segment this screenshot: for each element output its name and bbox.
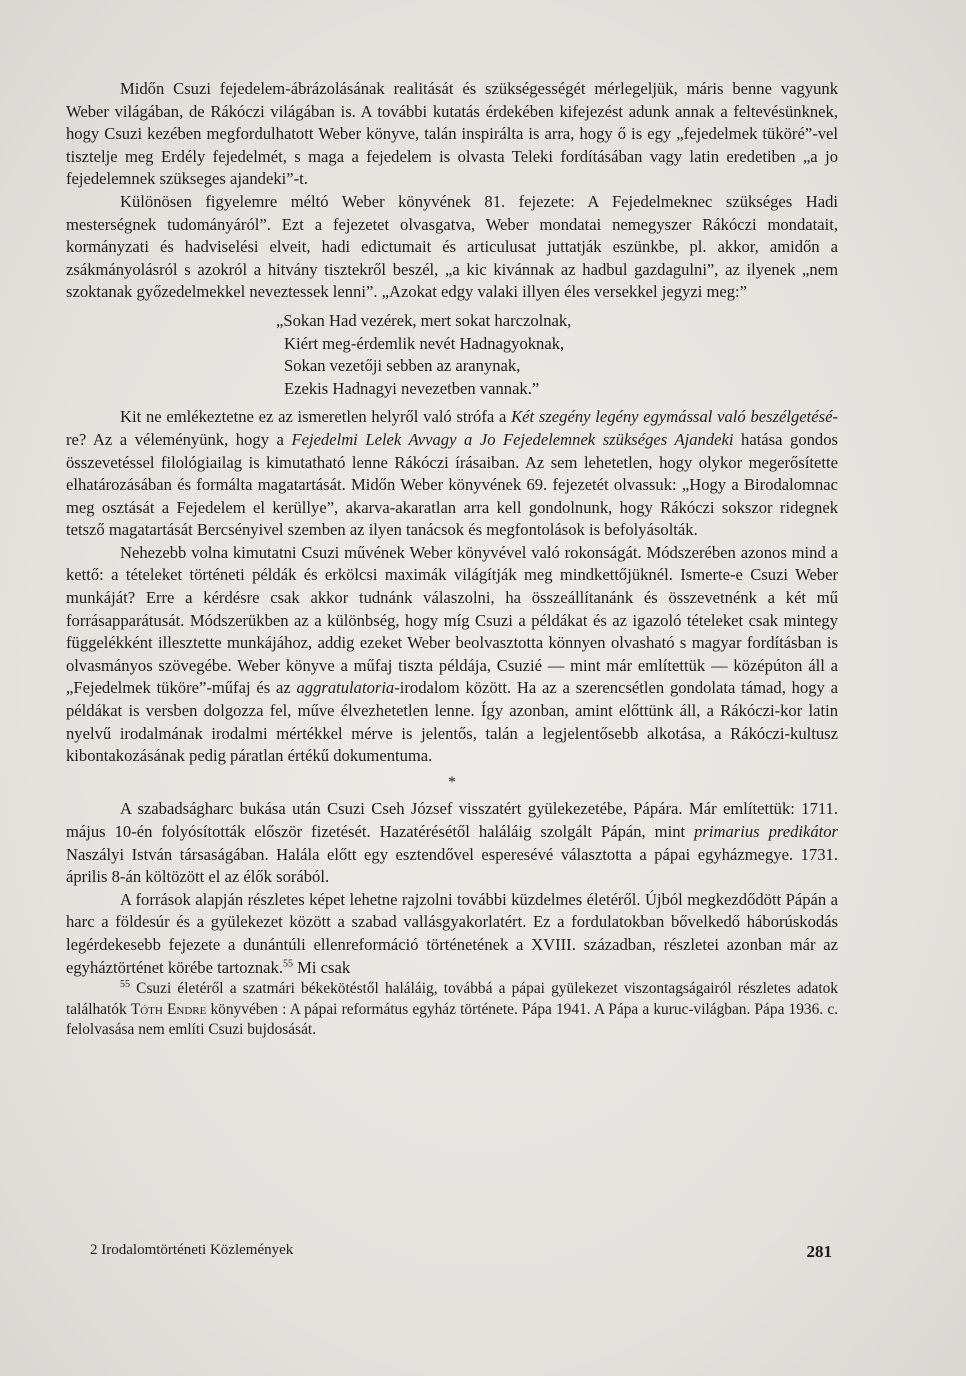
italic-title: Két szegény legény egymással való beszélgetésé bbox=[511, 407, 833, 427]
section-separator: * bbox=[448, 773, 456, 791]
text-run: hatása gondos összevetéssel filológiailag is kimutatható lenne Rákóczi írásaiban. Az sem lehetetlen, hogy olykor megerősítette elhatározásában és formálta magatartását. Midőn Weber könyvének 69. fejezetét olvassuk: „Hogy a Birodalomnac meg osztását a Fejedelem el kerüllye”, akarva-akaratlan arra kell gondolnunk, hogy Rákóczi sokszor ridegnek tetsző magatartását Bercsényivel szemben az ilyen tanácsok és megfontolások is befolyásolták. bbox=[66, 429, 838, 540]
paragraph-3 bbox=[66, 406, 838, 542]
paragraph-5 bbox=[66, 798, 838, 888]
body-text bbox=[66, 78, 838, 1041]
footnote-author: Tóth Endre bbox=[130, 1000, 207, 1018]
page-footer bbox=[90, 1242, 832, 1262]
text-run: könyvében : A pápai református egyház története. Pápa 1941. A Pápa a kuruc-világban. Pápa 1936. c. felolvasása nem említi Csuzi bujdosását. bbox=[66, 1000, 838, 1039]
verse-line: Sokan vezetőji sebben az aranynak, bbox=[284, 356, 521, 376]
verse-line: „Sokan Had vezérek, mert sokat harczolnak, bbox=[276, 310, 572, 330]
paragraph-6 bbox=[66, 889, 838, 979]
text-run: Csuzi életéről a szatmári békekötéstől haláláig, továbbá a pápai gyülekezet viszontagságairól részletes adatok találhatók bbox=[66, 980, 838, 1018]
verse-block bbox=[276, 310, 838, 400]
text-run: A szabadságharc bukása után Csuzi Cseh József visszatért gyülekezetébe, Pápára. Már említettük: 1711. május 10-én folyósították először fizetését. Hazatérésétől haláláig szolgált Pápán, mint bbox=[66, 799, 838, 841]
text-run: Mi csak bbox=[293, 957, 351, 977]
paragraph-1: Midőn Csuzi fejedelem-ábrázolásának realitását és szükségességét mérlegeljük, máris benne vagyunk Weber világában, de Rákóczi világában is. A további kutatás érdekében kifejezést adunk annak a feltevésünknek, hogy Csuzi kezében megfordulhatott Weber könyve, talán inspirálta is arra, hogy ő is egy „fejedelmek tüköré”-vel tisztelje meg Erdély fejedelmét, s maga a fejedelem is olvasta Teleki fordításában vagy latin eredetiben „a jo fejedelemnek szükseges ajandeki”-t. bbox=[66, 79, 838, 189]
text-run: -irodalom között. Ha az a szerencsétlen gondolata támad, hogy a példákat is versben dolgozza fel, műve élvezhetetlen lenne. Így azonban, amint előttünk áll, a Rákóczi-kor latin nyelvű irodalmának irodalmi mértékkel mérve is jelentős, talán a legjelentősebb alkotása, a Rákóczi-kultusz kibontakozásának pedig páratlan értékű dokumentuma. bbox=[66, 678, 838, 766]
paragraph-2: Különösen figyelemre méltó Weber könyvének 81. fejezete: A Fejedelmeknec szükséges Hadi mesterségnek tudományáról”. Ezt a fejezetet olvasgatva, Weber mondatai nemegyszer Rákóczi mondatait, kormányzati és hadviselési elveit, hadi edictumait és articulusat juttatják eszünkbe, pl. akkor, amidőn a zsákmányolásról s azokról a hitvány tisztekről beszél, „a kic kivánnak az hadbul gazdagulni”, az ilyenek „nem szoktanak győzedelmekkel neveztessek lenni”. „Azokat edgy valaki illyen éles versekkel jegyzi meg:” bbox=[66, 191, 838, 302]
text-run: -re? Az a véleményünk, hogy a bbox=[66, 407, 838, 449]
italic-title: Fejedelmi Lelek Avvagy a Jo Fejedelemnek szükséges Ajandeki bbox=[291, 429, 734, 449]
text-run: Naszályi István társaságában. Halála előtt egy esztendővel esperesévé választotta a pápai egyházmegye. 1731. április 8-án költözött el az élők sorából. bbox=[66, 844, 838, 887]
page-number: 281 bbox=[806, 1242, 832, 1261]
italic-term: aggratulatoria bbox=[296, 678, 395, 698]
text-run: A források alapján részletes képet lehetne rajzolni további küzdelmes életéről. Újból megkezdődött Pápán a harc a földesúr és a gyülekezet között a szabad vallásgyakorlatért. Ez a fordulatokban bővelkedő háborúskodás legérdekesebb fejezete a dunántúli ellenreformáció történetének a XVIII. században, részletei azonban már az egyháztörténet körébe tartoznak. bbox=[66, 889, 838, 977]
italic-term: primarius predikátor bbox=[694, 822, 839, 841]
footnote bbox=[66, 979, 838, 1041]
signature-mark: 2 Irodalomtörténeti Közlemények bbox=[90, 1242, 294, 1258]
footnote-number: 55 bbox=[120, 979, 130, 991]
verse-line: Kiért meg-érdemlik nevét Hadnagyoknak, bbox=[284, 333, 565, 353]
footnote-ref: 55 bbox=[283, 958, 293, 970]
verse-line: Ezekis Hadnagyi nevezetben vannak.” bbox=[284, 378, 540, 398]
text-run: Kit ne emlékeztetne ez az ismeretlen helyről való strófa a bbox=[120, 407, 512, 427]
paragraph-4 bbox=[66, 542, 838, 768]
text-run: Nehezebb volna kimutatni Csuzi művének Weber könyvével való rokonságát. Módszerében azonos mind a kettő: a tételeket történeti példák és erkölcsi maximák világítják meg mindkettőjüknél. Ismerte-e Csuzi Weber munkáját? Erre a kérdésre csak akkor tudnánk válaszolni, ha összeállítanánk és összevetnénk a két mű forrásapparátusát. Módszerükben az a különbség, hogy míg Csuzi a példákat és az igazoló tételeket csak mintegy függelékként illesztette munkájához, addig ezeket Weber beolvasztotta könnyen olvasható s magyar fordításban is olvasmányos szövegébe. Weber könyve a műfaj tiszta példája, Csuzié — mint már említettük — középúton áll a „Fejedelmek tüköre”-műfaj és az bbox=[66, 542, 838, 698]
